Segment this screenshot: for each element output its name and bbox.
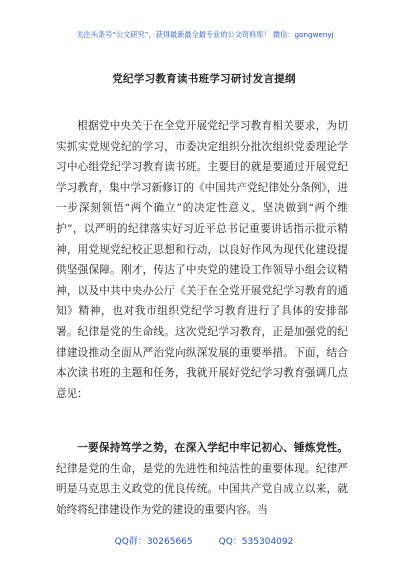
header-promo-note: 关注头条号“公文研究”，获得最新最全最专业的公文资料库！ 微信：gongwenyj [76, 30, 334, 39]
body-paragraph-1 [56, 116, 348, 404]
section-body-text: 纪律是党的生命，是党的先进性和纯洁性的重要体现。纪律严明是马克思主义政党的优良传统。中国共产党自成立以来，就始终将纪律建设作为党的建设的重要内容。当 [56, 462, 348, 516]
paragraph-text: 根据党中央关于在全党开展党纪学习教育相关要求，为切实抓实党规党纪的学习，市委决定组织分批次组织党委理论学习中心组党纪学习教育读书班。主要目的就是要通过开展党纪学习教育，集中学习新修订的《中国共产党纪律处分条例》，进一步深刻领悟“两个确立”的决定性意义、坚决做到“两个维护”，以严明的纪律落实好习近平总书记重要讲话指示批示精神，用党规党纪校正思想和行动，以良好作风为现代化建设提供坚强保障。刚才，传达了中央党的建设工作领导小组会议精神，以及中共中央办公厅《关于在全党开展党纪学习教育的通知》精神，也对我市组织党纪学习教育进行了具体的安排部署。纪律是党的生命线。这次党纪学习教育，正是加强党的纪律建设推动全面从严治党向纵深发展的重要举措。下面，结合本次读书班的主题和任务，我就开展好党纪学习教育强调几点意见： [56, 120, 348, 400]
document-title: 党纪学习教育读书班学习研讨发言提纲 [112, 73, 296, 85]
qq-number: QQ：535304092 [218, 537, 294, 547]
footer-contact [20, 534, 388, 547]
body-paragraph-2 [56, 438, 348, 520]
paragraph-text [56, 438, 348, 520]
section-heading-lead: 一要保持笃学之势，在深入学纪中牢记初心、锤炼党性。 [77, 442, 348, 454]
qq-group-number: QQ群：30265665 [114, 537, 193, 547]
